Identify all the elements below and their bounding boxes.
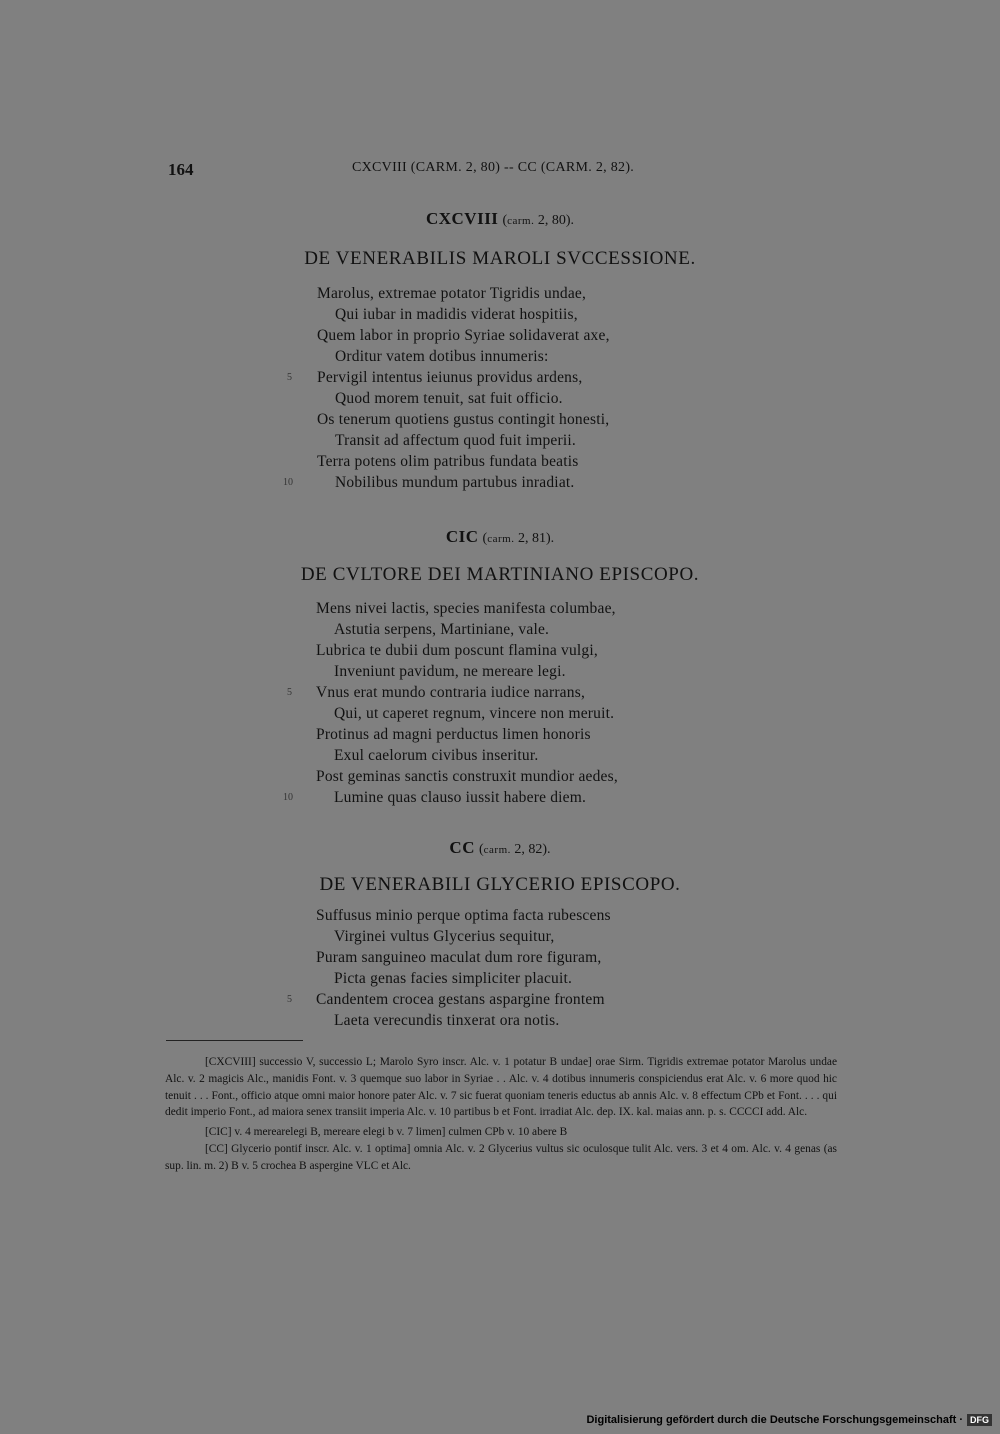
verse-line: Inveniunt pavidum, ne mereare legi. bbox=[334, 663, 566, 680]
poem-heading bbox=[0, 209, 1000, 229]
poem-title: DE VENERABILI GLYCERIO EPISCOPO. bbox=[319, 874, 681, 895]
carm-reference: (carm. 2, 80). bbox=[502, 213, 575, 228]
line-number: 5 bbox=[287, 687, 292, 698]
footer-credit: Digitalisierung gefördert durch die Deutsche Forschungsgemeinschaft · bbox=[586, 1414, 963, 1426]
line-number: 10 bbox=[283, 792, 293, 803]
verse-line: Picta genas facies simpliciter placuit. bbox=[334, 970, 573, 987]
verse-line: Exul caelorum civibus inseritur. bbox=[334, 747, 539, 764]
apparatus-note: [CC] Glycerio pontif inscr. Alc. v. 1 optima] omnia Alc. v. 2 Glycerius vultus sic oculosque tulit Alc. vers. 3 et 4 om. Alc. v. 4 genas (as sup. lin. m. 2) B v. 5 crochea B aspergine VLC et Alc. bbox=[165, 1142, 837, 1172]
verse-line: Os tenerum quotiens gustus contingit honesti, bbox=[317, 411, 610, 428]
apparatus-note: [CIC] v. 4 merearelegi B, mereare elegi b v. 7 limen] culmen CPb v. 10 abere B bbox=[205, 1126, 568, 1139]
verse-line: Puram sanguineo maculat dum rore figuram, bbox=[316, 949, 602, 966]
verse-line: Terra potens olim patribus fundata beatis bbox=[317, 453, 579, 470]
verse-line: Laeta verecundis tinxerat ora notis. bbox=[334, 1012, 560, 1029]
dfg-logo: DFG bbox=[967, 1414, 992, 1426]
verse-line: Suffusus minio perque optima facta rubescens bbox=[316, 907, 611, 924]
poem-title: DE CVLTORE DEI MARTINIANO EPISCOPO. bbox=[300, 564, 700, 585]
verse-line: Orditur vatem dotibus innumeris: bbox=[335, 348, 549, 365]
digitization-footer bbox=[586, 1414, 992, 1426]
verse-line: Mens nivei lactis, species manifesta columbae, bbox=[316, 600, 616, 617]
verse-line: Lumine quas clauso iussit habere diem. bbox=[334, 789, 587, 806]
verse-line: Quod morem tenuit, sat fuit officio. bbox=[335, 390, 563, 407]
verse-line: Vnus erat mundo contraria iudice narrans, bbox=[316, 684, 586, 701]
running-header bbox=[0, 160, 1000, 182]
verse-line: Candentem crocea gestans aspargine frontem bbox=[316, 991, 605, 1008]
carm-reference: (carm. 2, 81). bbox=[482, 531, 555, 546]
verse-line: Lubrica te dubii dum poscunt flamina vulgi, bbox=[316, 642, 598, 659]
page-number: 164 bbox=[168, 160, 194, 179]
verse-line: Quem labor in proprio Syriae solidaverat axe, bbox=[317, 327, 610, 344]
verse-line: Nobilibus mundum partubus inradiat. bbox=[335, 474, 575, 491]
verse-line: Virginei vultus Glycerius sequitur, bbox=[334, 928, 555, 945]
verse-line: Marolus, extremae potator Tigridis undae, bbox=[317, 285, 587, 302]
verse-line: Qui, ut caperet regnum, vincere non meruit. bbox=[334, 705, 615, 722]
poem-number: CC bbox=[449, 838, 475, 857]
verse-line: Astutia serpens, Martiniane, vale. bbox=[334, 621, 550, 638]
verse-line: Transit ad affectum quod fuit imperii. bbox=[335, 432, 576, 449]
verse-line: Pervigil intentus ieiunus providus ardens, bbox=[317, 369, 583, 386]
verse-line: Post geminas sanctis construxit mundior aedes, bbox=[316, 768, 618, 785]
critical-apparatus bbox=[165, 1054, 837, 1175]
poem-heading bbox=[0, 838, 1000, 858]
line-number: 5 bbox=[287, 994, 292, 1005]
verse-line: Protinus ad magni perductus limen honoris bbox=[316, 726, 591, 743]
line-number: 10 bbox=[283, 477, 293, 488]
poem-title: DE VENERABILIS MAROLI SVCCESSIONE. bbox=[304, 248, 696, 269]
poem-heading bbox=[0, 527, 1000, 547]
apparatus-note: [CXCVIII] successio V, successio L; Marolo Syro inscr. Alc. v. 1 potatur B undae] orae Sirm. Tigridis extremae potator Marolus undae Alc. v. 2 magicis Alc., manidis Font. v. 3 quemque suo labor in Syriae . . Alc. v. 4 dotibus innumeris conspiciendus erat Alc. v. 6 more quod hic tenuit . . . Font., officio atque omni maior honore pater Alc. v. 7 sic fuerat quoniam teneris eductus ab annis Alc. v. 8 effectum CPb et Font. . . . qui dedit imperio Font., ad maiora senex transiit imperia Alc. v. 10 partibus b et Font. irradiat Alc. dep. IX. kal. maias ann. p. s. CCCCI add. Alc. bbox=[165, 1056, 837, 1119]
line-number: 5 bbox=[287, 372, 292, 383]
verse-line: Qui iubar in madidis viderat hospitiis, bbox=[335, 306, 578, 323]
poem-number: CXCVIII bbox=[425, 209, 499, 228]
running-title: CXCVIII (CARM. 2, 80) -- CC (CARM. 2, 82). bbox=[352, 160, 635, 175]
poem-number: CIC bbox=[445, 527, 479, 546]
carm-reference: (carm. 2, 82). bbox=[478, 842, 551, 857]
footnote-rule bbox=[166, 1040, 303, 1041]
